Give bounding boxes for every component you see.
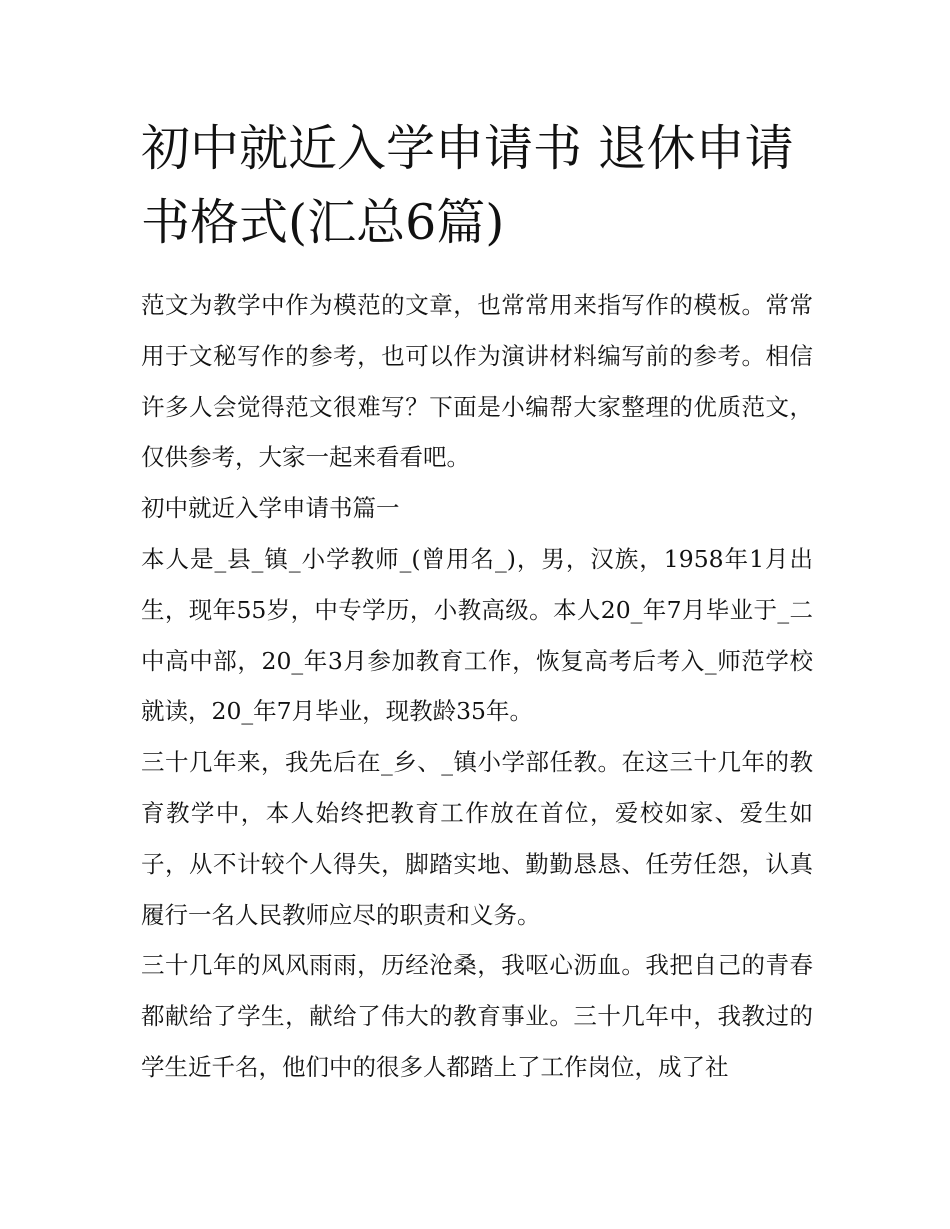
body-paragraph: 三十几年来，我先后在_乡、_镇小学部任教。在这三十几年的教育教学中，本人始终把教育工作放在首位，爱校如家、爱生如子，从不计较个人得失，脚踏实地、勤勤恳恳、任劳任怨，认真履行一名人民教师应尽的职责和义务。 <box>141 748 813 929</box>
body-paragraph: 本人是_县_镇_小学教师_(曾用名_)，男，汉族，1958年1月出生，现年55岁，中专学历，小教高级。本人20_年7月毕业于_二中高中部，20_年3月参加教育工作，恢复高考后考入_师范学校就读，20_年7月毕业，现教龄35年。 <box>141 544 813 726</box>
document-body <box>141 280 813 1093</box>
document-title: 初中就近入学申请书 退休申请书格式(汇总6篇) <box>141 120 794 251</box>
body-paragraph: 三十几年的风风雨雨，历经沧桑，我呕心沥血。我把自己的青春都献给了学生，献给了伟大的教育事业。三十几年中，我教过的学生近千名，他们中的很多人都踏上了工作岗位，成了社 <box>141 951 813 1081</box>
document-content <box>141 112 813 1093</box>
intro-paragraph: 范文为教学中作为模范的文章，也常常用来指写作的模板。常常用于文秘写作的参考，也可以作为演讲材料编写前的参考。相信许多人会觉得范文很难写？下面是小编帮大家整理的优质范文，仅供参考，大家一起来看看吧。 <box>141 291 813 472</box>
section-heading: 初中就近入学申请书篇一 <box>141 494 400 523</box>
